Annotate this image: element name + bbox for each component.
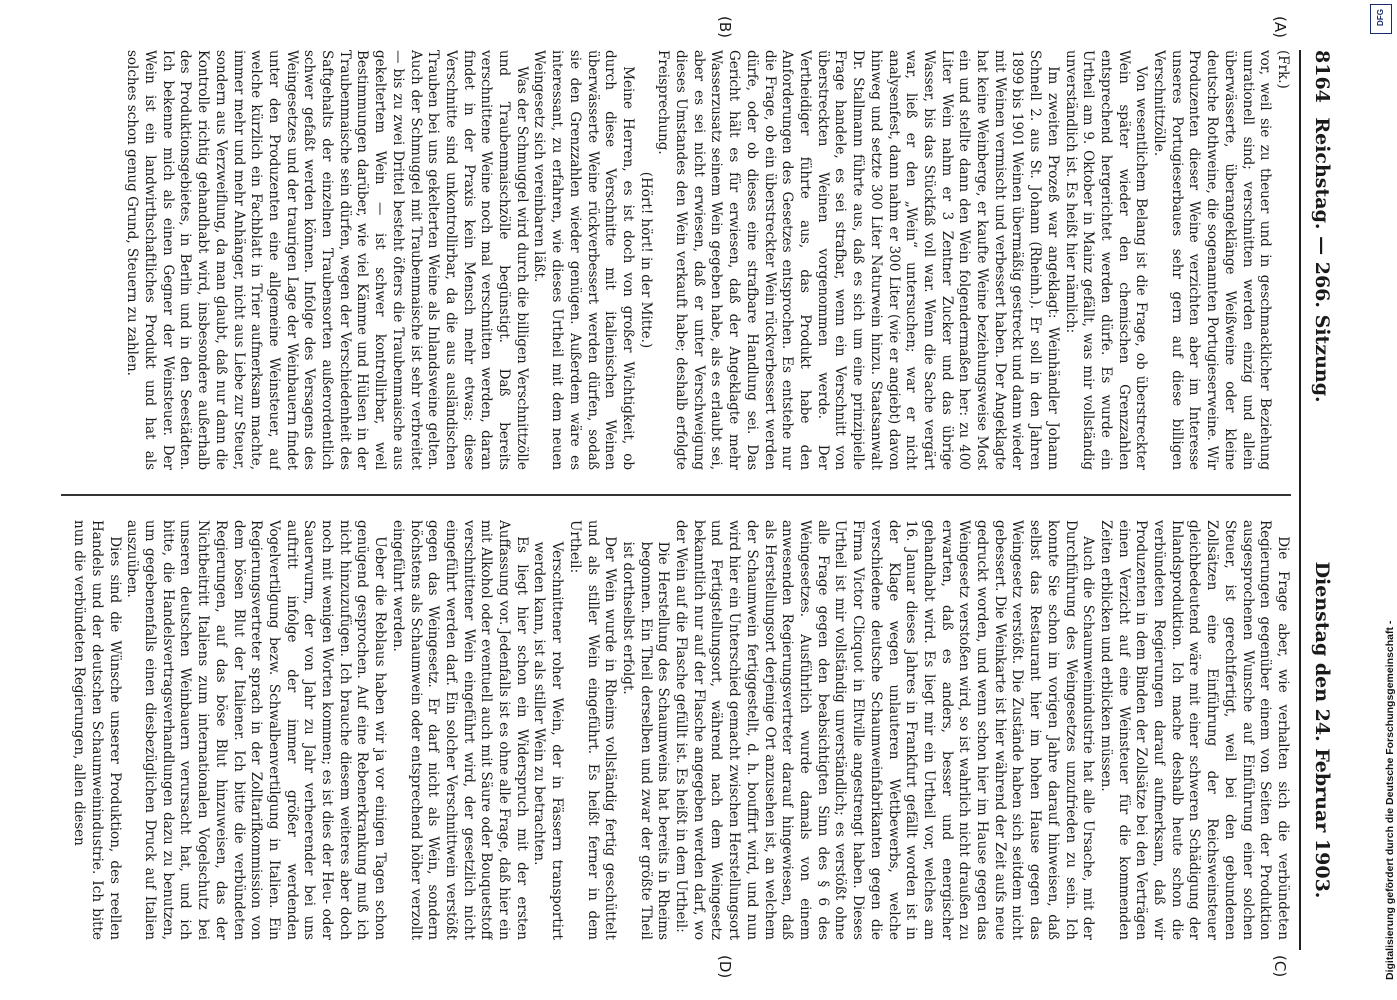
paragraph: (Frk.) (1275, 50, 1291, 89)
paragraph: vor, weil sie zu theuer und in geschmacklicher Beziehung unrationell sind; verschnitten werden einzig und allein überwässerte, überangeklänge Weißweine oder kleine deutsche Rothweine, die sogenannten Portugieserweine. Wir Produzenten dieser Weine verzichten aber im Interesse unseres Portugieserbaues sehr gern auf diese billigen Verschnittzölle. (1151, 50, 1274, 470)
paragraph: Von wesentlichem Belang ist die Frage, ob überstreckter Wein später wieder den chemischen Grenzzahlen entsprechend hergerichtet werden dürfe. Es wurde ein Urtheil am 9. Oktober in Mainz gefällt, was mir vollständig unverständlich ist. Es heißt hier nämlich: (1062, 50, 1150, 470)
funding-note-text: Digitalisierung gefördert durch die Deutsche Forschungsgemeinschaft - (1384, 620, 1396, 980)
paragraph: Die Frage aber, wie verhalten sich die verbündeten Regierungen gegenüber einem von Seiten der Produktion ausgesprochenen Wunsche auf Einführung einer solchen Steuer, ist gerechtfertigt, weil bei den gebundenen Zollsätzen eine Einführung der Reichsweinsteuer gleichbedeutend wäre mit einer schweren Schädigung der Inlandsproduktion. Ich mache deshalb heute schon die verbündeten Regierungen darauf aufmerksam, daß wir Produzenten in dem Binden der Zollsätze bei den Verträgen einen Verzicht auf eine Weinsteuer für die kommenden Zeiten erblicken und erblicken müssen. (1097, 520, 1291, 940)
paragraph: Die Herstellung des Schaumweins hat bereits in Rheims begonnen. Ein Theil derselben und zwar der größte Theil ist dorthselbst erfolgt. (619, 541, 672, 940)
left-text-column (61, 50, 1291, 470)
dfg-logo-text: DFG (1375, 9, 1385, 26)
margin-marker-a: (A) (1271, 16, 1289, 38)
margin-marker-c: (C) (1271, 955, 1289, 978)
funding-note (1362, 40, 1396, 980)
header-title-right: Dienstag den 24. Februar 1903. (1311, 561, 1333, 899)
margin-marker-d: (D) (716, 955, 734, 979)
paragraph: Im zweiten Prozeß war angeklagt: Weinhändler Johann Schnell 2. aus St. Johann (Rheinh.). Er soll in den Jahren 1899 bis 1901 Weinen übermäßig gestreckt und dann wieder mit Weinen vermischt und verbessert haben. Der Angeklagte hat keine Weinberge, er kaufte Weine beziehungsweise Most ein und stellte dann den Wein folgendermaßen her: zu 400 Liter Wein nahm er 3 Zentner Zucker und das übrige Wasser, bis das Stückfaß voll war. Wenn die Sache vergärt war, ließ er den „Wein“ untersuchen; war er nicht analysenfest, dann nahm er 300 Liter (wie er angiebt) davon hinweg und setzte 300 Liter Naturwein hinzu. Staatsanwalt Dr. Stallmann führte aus, daß es sich um eine prinzipielle Frage handele, es sei strafbar, wenn ein Verschnitt von überstreckten Weinen vorgenommen werde. Der Vertheidiger führte aus, das Produkt habe den Anforderungen des Gesetzes entsprochen. Es entstehe nur die Frage, ob ein überstreckter Wein rückverbessert werden dürfe, oder ob dieses eine strafbare Handlung sei. Das Gericht hält es für erwiesen, daß der Angeklagte mehr Wasserzusatz seinem Wein gegeben habe, als es erlaubt sei, aber es sei nicht erwiesen, daß er unter Verschweigung dieses Umstandes den Wein verkauft habe; deshalb erfolgte Freisprechung. (655, 50, 1061, 470)
dfg-logo (1370, 4, 1392, 34)
rotated-page (49, 16, 1349, 979)
paragraph: Es liegt hier schon ein Widerspruch mit der ersten Auffassung vor. Jedenfalls ist es ohne alle Frage, daß hier ein mit Alkohol oder eventuell auch mit Säure oder Bouquetstoff verschnittener Wein eingeführt wird, der gesetzlich nicht eingeführt werden darf. Ein solcher Verschnittwein verstößt gegen das Weingesetz. Er darf nicht als Wein, sondern höchstens als Schaumwein oder entsprechend höher verzollt eingeführt werden. (389, 520, 530, 940)
margin-marker-b: (B) (716, 16, 734, 38)
paragraph: (Hört! hört! in der Mitte.) (637, 171, 654, 349)
page-number: 8164 (1311, 50, 1333, 103)
paragraph: Verschnittener roher Wein, der in Fässern transportirt werden kann, ist als stiller Wein zu betrachten. (531, 541, 566, 940)
column-divider (61, 494, 1291, 496)
paragraph: Was der Schmuggel wird durch die billigen Verschnittzölle und Traubenmaischzölle begünstigt. Daß bereits verschnittene Weine noch mal verschnitten werden, daran findet in der Praxis kein Mensch mehr etwas; diese Verschnitte sind unkontrollirbar, da die aus ausländischen Trauben bei uns gekelterten Weine als Inlandsweine gelten. Auch der Schmuggel mit Traubenmaische ist sehr verbreitet — bis zu zwei Drittel besteht öfters die Traubenmaische aus gekeltertem Wein — ist schwer kontrollirbar, weil Bestimmungen darüber, wie viel Kämme und Hülsen in der Traubenmaische sein dürfen, wegen der Verschiedenheit des Saftgehalts der einzelnen Traubensorten außerordentlich schwer gefaßt werden können. Infolge des Versagens des Weingesetzes und der traurigen Lage der Weinbauern findet unter den Produzenten eine allgemeine Weinsteuer, auf welche kürzlich ein Fachblatt in Trier aufmerksam machte, immer mehr und mehr Anhänger, nicht aus Liebe zur Steuer, sondern aus Verzweiflung, da man glaubt, daß nur dann die Kontrolle richtig gehandhabt wird, insbesondere außerhalb des Produktionsgebietes, in Berlin und in den Seestädten. Ich bekenne mich als einen Gegner der Weinsteuer. Der Wein ist ein landwirthschaftliches Produkt und hat als solches schon genug Grund, Steuern zu zahlen. (124, 50, 530, 470)
right-text-column (61, 520, 1291, 940)
paragraph: Meine Herren, es ist doch von großer Wichtigkeit, ob durch diese Verschnitte mit italienischen Weinen überwässerte Weine rückverbessert werden dürfen, sodaß sie den Grenzzahlen wieder genügen. Außerdem wäre es interessant, zu erfahren, wie dieses Urtheil mit dem neuen Weingesetz sich vereinbaren läßt. (531, 50, 636, 470)
paragraph: Der Wein wurde in Rheims vollständig fertig geschüttelt und als stiller Wein eingeführt. Es heißt ferner in dem Urtheil: (566, 520, 619, 940)
paragraph: Auch die Schaumweinindustrie hat alle Ursache, mit der Durchführung des Weingesetzes unzufrieden zu sein. Ich konnte Sie schon im vorigen Jahre darauf hinweisen, daß selbst das Restaurant hier im hohen Hause gegen das Weingesetz verstößt. Die Zustände haben sich seitdem nicht gebessert. Die Weinkarte ist hier während der Zeit aufs neue gedruckt worden, und wenn schon hier im Hause gegen das Weingesetz verstoßen wird, so ist wahrlich nicht draußen zu erwarten, daß es anders, besser und energischer gehandhabt wird. Es liegt mir ein Urtheil vor, welches am 16. Januar dieses Jahres in Frankfurt gefällt worden ist in der Klage wegen unlauteren Wettbewerbs, welche verschiedene deutsche Schaumweinfabrikanten gegen die Firma Victor Clicquot in Eltville angestrengt haben. Dieses Urtheil ist mir vollständig unverständlich; es verstößt ohne alle Frage gegen den beabsichtigten Sinn des § 6 des Weingesetzes. Ausführlich wurde damals von einem anwesenden Regierungsvertreter darauf hingewiesen, daß als Herstellungsort derjenige Ort anzusehen ist, an welchem der Schaumwein fertiggestellt, d. h. bouffirt wird, und nun wird hier ein Unterschied gemacht zwischen Herstellungsort und Fertigstellungsort, während nach dem Weingesetz bekanntlich nur auf der Flasche angegeben werden darf, wo der Wein auf die Flasche gefüllt ist. Es heißt in dem Urtheil: (673, 520, 1097, 940)
page-header (1299, 50, 1341, 950)
paragraph: Ueber die Reblaus haben wir ja vor einigen Tagen schon genügend gesprochen. Auf eine Rebenerkrankung muß ich nicht hinzuzufügen. Ich brauche diesem weiteres aber doch noch mit wenigen Worten kommen; es ist dies der Heu- oder Sauerwurm, der von Jahr zu Jahr verheerender bei uns auftritt infolge der immer größer werdenden Vogelvertilgung bezw. Schwalbenvertilgung in Italien. Ein Regierungsvertreter sprach in der Zolltarifkommission von dem bösen Blut der Italiener. Ich bitte die verbündeten Regierungen, auf das böse Blut hinzuweisen, das der Nichtbeitritt Italiens zum internationalen Vogelschutz bei unseren deutschen Weinbauern verursacht hat, und ich bitte, die Handelsvertragsverhandlungen dazu zu benutzen, um gegebenenfalls einen diesbezüglichen Druck auf Italien auszuüben. (124, 520, 389, 940)
paragraph: Dies sind die Wünsche unserer Produktion, des reellen Handels und der deutschen Schaumweinindustrie. Ich bitte nun die verbündeten Regierungen, allen diesen (71, 520, 123, 940)
header-title-left: Reichstag. — 266. Sitzung. (1311, 117, 1333, 403)
